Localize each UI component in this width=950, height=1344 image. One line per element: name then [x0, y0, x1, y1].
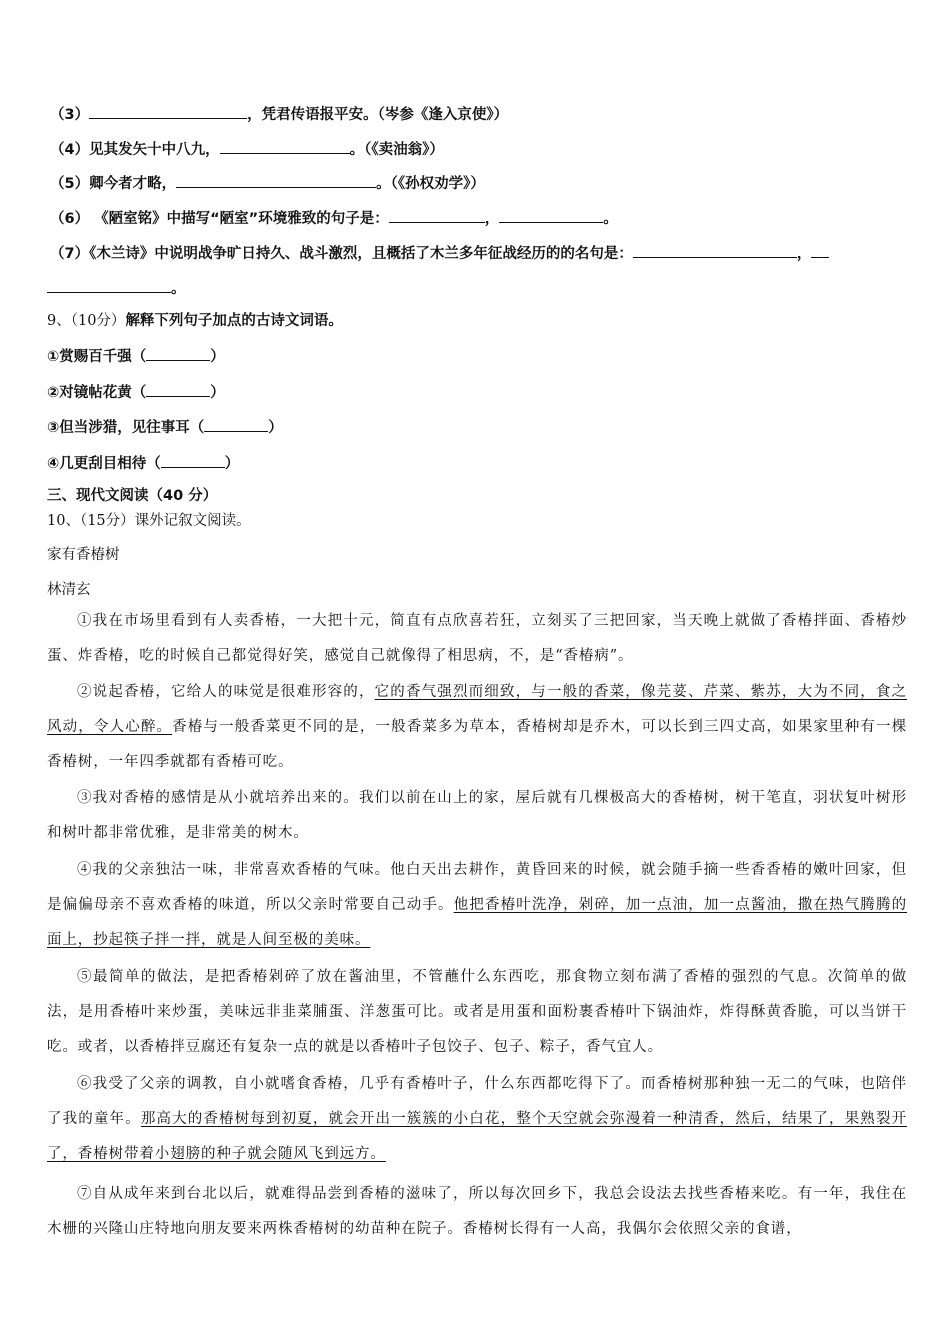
item-text: 。（《孙权劝学》） — [376, 176, 485, 192]
item-text: 《木兰诗》中说明战争旷日持久、战斗激烈，且概括了木兰多年征战经历的的名句是： — [89, 246, 633, 262]
q10-header: 10、（15分）课外记叙文阅读。 — [47, 513, 251, 529]
q9-item-4 — [47, 451, 239, 474]
paragraph-5: ⑤最简单的做法，是把香椿剁碎了放在酱油里，不管蘸什么东西吃，那食物立刻布满了香椿的强烈的气息。次简单的做法，是用香椿叶来炒蛋，美味远非韭菜脯蛋、洋葱蛋可比。或者是用蛋和面粉裹香椿叶下锅油炸，炸得酥黄香脆，可以当饼干吃。或者，以香椿拌豆腐还有复杂一点的就是以香椿叶子包饺子、包子、粽子，香气宜人。 — [47, 969, 907, 1055]
underlined-sentence: 他把香椿叶洗净，剁碎，加一点油，加一点酱油，撒在热气腾腾的面上，抄起筷子拌一拌，就是人间至极的美味。 — [47, 897, 907, 948]
item-text: ， — [796, 246, 812, 262]
q8-item-3 — [50, 102, 508, 125]
article-author: 林清玄 — [47, 582, 91, 598]
item-number: （7） — [50, 246, 90, 262]
item-text: 卿今者才略， — [89, 176, 177, 192]
underlined-sentence: 那高大的香椿树每到初夏，就会开出一簇簇的小白花，整个天空就会弥漫着一种清香，然后，结果了，果熟裂开了，香椿树带着小翅膀的种子就会随风飞到远方。 — [47, 1111, 907, 1162]
item-close: ） — [210, 385, 225, 401]
q8-item-7-continued — [47, 276, 186, 299]
item-text: ，凭君传语报平安。（岑参《逢入京使》） — [247, 107, 509, 123]
answer-blank[interactable] — [633, 241, 797, 258]
q9-item-2 — [47, 380, 225, 403]
item-label: ①赏赐百千强（ — [47, 349, 147, 365]
item-number: （6） — [50, 211, 90, 227]
item-close: ） — [268, 420, 283, 436]
paragraph-7: ⑦自从成年来到台北以后，就难得品尝到香椿的滋味了，所以每次回乡下，我总会设法去找些香椿来吃。有一年，我住在木栅的兴隆山庄特地向朋友要来两株香椿树的幼苗种在院子。香椿树长得有一人高，我偶尔会依照父亲的食谱， — [47, 1186, 907, 1237]
underlined-sentence: 它的香气强烈而细致，与一般的香菜，像芫荽、芹菜、紫苏，大为不同，食之风动，令人心醉。 — [47, 684, 907, 735]
paragraph-3: ③我对香椿的感情是从小就培养出来的。我们以前在山上的家，屋后就有几棵极高大的香椿树，树干笔直，羽状复叶树形和树叶都非常优雅，是非常美的树木。 — [47, 790, 907, 841]
q9-item-3 — [47, 415, 283, 438]
answer-blank[interactable] — [499, 206, 603, 223]
question-number: 9、（10分） — [47, 313, 126, 329]
paragraph-6 — [47, 1067, 907, 1172]
item-label: ③但当涉猎，见往事耳（ — [47, 420, 205, 436]
q8-item-6 — [50, 206, 618, 229]
answer-blank[interactable] — [176, 171, 376, 188]
paragraph-4 — [47, 853, 907, 958]
answer-blank[interactable] — [811, 241, 829, 258]
item-number: （3） — [50, 107, 90, 123]
q8-item-5 — [50, 171, 485, 194]
paragraph-text: ④我的父亲独沽一味，非常喜欢香椿的气味。他白天出去耕作，黄昏回来的时候，就会随手摘一些香香椿的嫩叶回家，但是偏偏母亲不喜欢香椿的味道，所以父亲时常要自己动手。 — [47, 862, 907, 913]
item-text: 。（《卖油翁》） — [349, 142, 444, 158]
answer-blank[interactable] — [204, 415, 268, 432]
answer-blank[interactable] — [146, 344, 210, 361]
answer-blank[interactable] — [220, 137, 350, 154]
item-number: （4） — [50, 142, 90, 158]
item-text: 。 — [603, 211, 618, 227]
item-label: ②对镜帖花黄（ — [47, 385, 147, 401]
q9-item-1 — [47, 344, 225, 367]
section-title: 三、现代文阅读（40 分） — [47, 488, 218, 504]
question-prompt: 解释下列句子加点的古诗文词语。 — [125, 313, 343, 329]
answer-blank[interactable] — [389, 206, 485, 223]
item-text: ， — [484, 211, 500, 227]
item-close: ） — [224, 456, 240, 472]
item-label: ④几更刮目相待（ — [47, 456, 161, 472]
item-number: （5） — [50, 176, 90, 192]
answer-blank[interactable] — [146, 380, 210, 397]
answer-blank[interactable] — [47, 276, 171, 293]
paragraph-text: ⑥我受了父亲的调教，自小就嗜食香椿，几乎有香椿叶子，什么东西都吃得下了。而香椿树那种独一无二的气味，也陪伴了我的童年。 — [47, 1076, 907, 1127]
q9-header — [47, 311, 343, 331]
paragraph-text: ②说起香椿，它给人的味觉是很难形容的， — [77, 684, 375, 700]
article-title: 家有香椿树 — [47, 547, 120, 563]
item-text: 见其发矢十中八九， — [89, 142, 220, 158]
answer-blank[interactable] — [89, 102, 247, 119]
q8-item-4 — [50, 137, 444, 160]
item-text: 。 — [171, 281, 186, 297]
paragraph-text: 香椿与一般香菜更不同的是，一般香菜多为草本，香椿树却是乔木，可以长到三四丈高，如果家里种有一棵香椿树，一年四季就都有香椿可吃。 — [47, 719, 908, 770]
item-text: 《陋室铭》中描写“陋室”环境雅致的句子是： — [94, 211, 389, 227]
paragraph-2 — [47, 675, 907, 780]
answer-blank[interactable] — [161, 451, 225, 468]
paragraph-1: ①我在市场里看到有人卖香椿，一大把十元，简直有点欣喜若狂，立刻买了三把回家，当天晚上就做了香椿拌面、香椿炒蛋、炸香椿，吃的时候自己都觉得好笑，感觉自己就像得了相思病，不，是“香椿病”。 — [47, 613, 907, 664]
q8-item-7 — [50, 241, 829, 264]
item-close: ） — [210, 349, 225, 365]
